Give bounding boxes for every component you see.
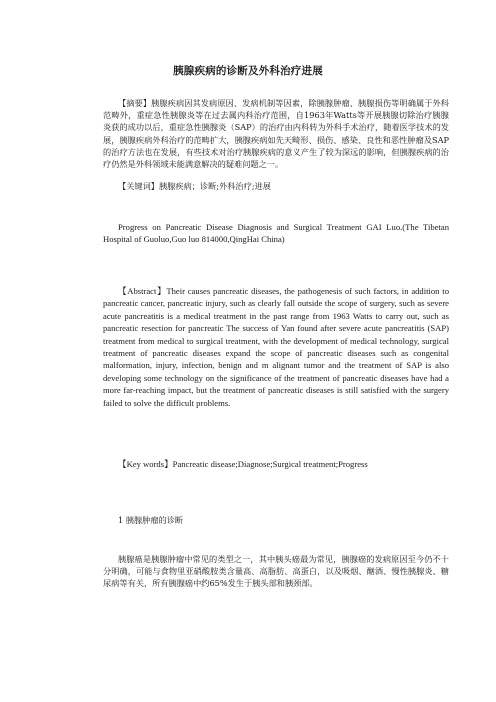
section-heading: 1 胰腺肿瘤的诊断 [118,515,184,525]
body-paragraph: 胰腺癌是胰腺肿瘤中常见的类型之一，其中胰头癌最为常见，胰腺癌的发病原因至今仍不十分明确，可能与食物里亚硝酸胺类含量高、高脂肪、高蛋白，以及吸烟、酗酒、慢性胰腺炎、糖尿病等有关，所有胰腺癌中约65%发生于胰头部和胰颈部。 [103,554,449,589]
english-abstract: 【Abstract】Their causes pancreatic diseases, the pathogenesis of such factors, in addition to pancreatic cancer, pancreatic injury, such as clearly fall outside the scope of surgery, such as severe acute pancreatitis is a medical treatment in the past range from 1963 Watts to carry out, such as pancreatic resection for pancreatic The success of Yan found after severe acute pancreatitis (SAP) treatment from medical to surgical treatment, with the development of medical technology, surgical treatment of pancreatic diseases expand the scope of pancreatic diseases such as congenital malformation, injury, infection, benign and m alignant tumor and the treatment of SAP is also developing some technology on the significance of the treatment of pancreatic diseases have had a more far-reaching impact, but the treatment of pancreatic diseases is still satisfied with the surgery failed to solve the difficult problems. [103,286,449,408]
english-title: Progress on Pancreatic Disease Diagnosis and Surgical Treatment GAI Luo.(The Tibetan Hospital of Guoluo,Guo luo 814000,QingHai China) [103,222,449,245]
english-keywords: 【Key words】Pancreatic disease;Diagnose;Surgical treatment;Progress [118,459,368,469]
chinese-keywords: 【关键词】胰腺疾病；诊断;外科治疗;进展 [118,181,271,191]
chinese-abstract: 【摘要】胰腺疾病因其发病原因、发病机制等因素，除胰腺肿瘤、胰腺损伤等明确属于外科范畴外，重症急性胰腺炎等在过去属内科治疗范围，自1963年Watts等开展胰腺切除治疗胰腺炎获的成功以后，重症急性胰腺炎（SAP）的治疗由内科转为外科手术治疗，随着医学技术的发展，胰腺疾病外科治疗的范畴扩大，胰腺疾病如先天畸形、损伤、感染、良性和恶性肿瘤及SAP的治疗方法也在发展，有些技术对治疗胰腺疾病的意义产生了较为深远的影响，但胰腺疾病的治疗仍然是外科领域未能满意解决的疑难问题之一。 [103,98,449,170]
document-title: 胰腺疾病的诊断及外科治疗进展 [173,65,323,77]
